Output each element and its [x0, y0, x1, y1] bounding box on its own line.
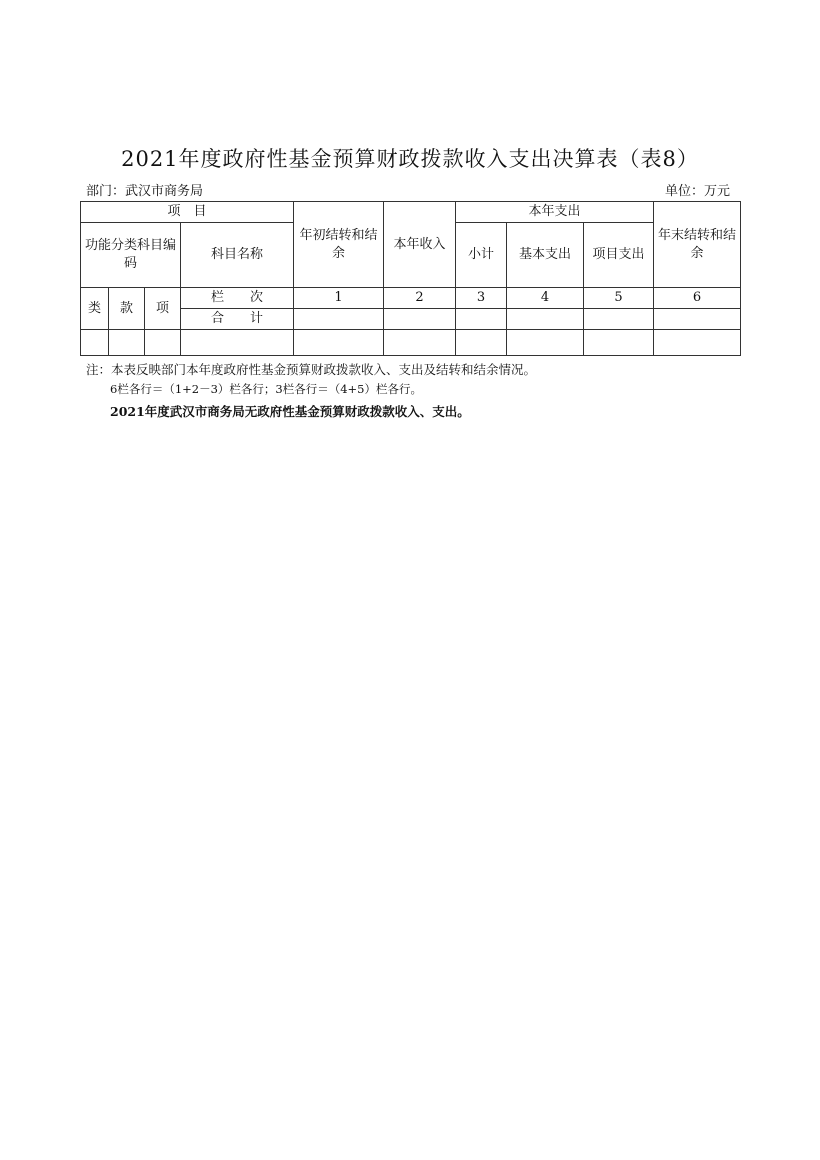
page-title: 2021年度政府性基金预算财政拨款收入支出决算表（表8） [121, 147, 699, 171]
basic-expense-header: 基本支出 [507, 223, 584, 288]
note-line-2: 6栏各行＝（1+2－3）栏各行；3栏各行＝（4+5）栏各行。 [110, 382, 422, 396]
table-cell [294, 309, 384, 330]
project-expense-header: 项目支出 [584, 223, 654, 288]
table-cell [384, 309, 456, 330]
table-cell [294, 330, 384, 356]
column-row-label: 栏 次 [181, 288, 294, 309]
department-label: 部门：武汉市商务局 [86, 184, 204, 199]
column-number: 6 [654, 288, 741, 309]
note-line-1: 注：本表反映部门本年度政府性基金预算财政拨款收入、支出及结转和结余情况。 [86, 362, 537, 377]
column-number: 5 [584, 288, 654, 309]
table-cell [81, 330, 109, 356]
budget-table [80, 201, 741, 356]
table-cell [145, 330, 181, 356]
table-cell [654, 330, 741, 356]
column-number: 2 [384, 288, 456, 309]
lei-header: 类 [81, 288, 109, 330]
table-cell [584, 330, 654, 356]
table-cell [109, 330, 145, 356]
table-cell [181, 330, 294, 356]
expense-header: 本年支出 [456, 202, 654, 223]
table-cell [507, 330, 584, 356]
begin-balance-header: 年初结转和结余 [294, 202, 384, 288]
table-cell [384, 330, 456, 356]
note-line-3: 2021年度武汉市商务局无政府性基金预算财政拨款收入、支出。 [110, 404, 470, 419]
unit-label: 单位：万元 [664, 184, 730, 199]
table-row [81, 330, 741, 356]
table-cell [456, 330, 507, 356]
subtotal-header: 小计 [456, 223, 507, 288]
total-row-label: 合 计 [181, 309, 294, 330]
table-cell [507, 309, 584, 330]
kuan-header: 款 [109, 288, 145, 330]
end-balance-header: 年末结转和结余 [654, 202, 741, 288]
item-header: 项 目 [81, 202, 294, 223]
table-cell [456, 309, 507, 330]
func-code-header: 功能分类科目编码 [81, 223, 181, 288]
table-cell [584, 309, 654, 330]
subject-name-header: 科目名称 [181, 223, 294, 288]
column-number: 4 [507, 288, 584, 309]
column-number: 3 [456, 288, 507, 309]
table-cell [654, 309, 741, 330]
column-number: 1 [294, 288, 384, 309]
xiang-header: 项 [145, 288, 181, 330]
income-header: 本年收入 [384, 202, 456, 288]
